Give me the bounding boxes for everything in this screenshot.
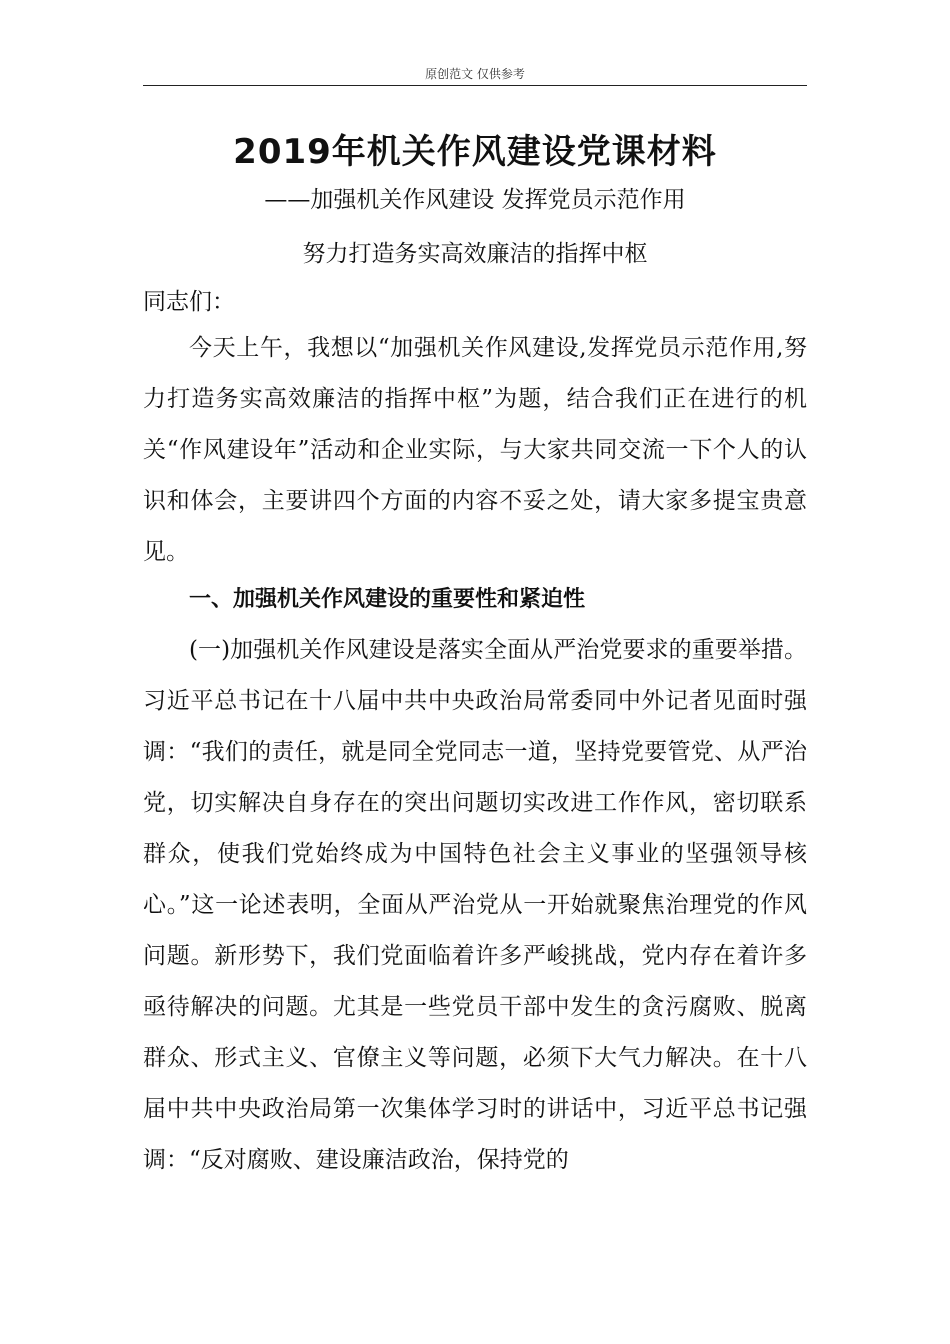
greeting: 同志们： <box>143 289 235 315</box>
header-divider <box>143 85 807 86</box>
document-subtitle-line2: 努力打造务实高效廉洁的指挥中枢 <box>302 241 648 267</box>
paragraph-section1-1: (一)加强机关作风建设是落实全面从严治党要求的重要举措。习近平总书记在十八届中共中央政治局常委同中外记者见面时强调：“我们的责任，就是同全党同志一道，坚持党要管党、从严治党，切实解决自身存在的突出问题切实改进工作作风，密切联系群众，使我们党始终成为中国特色社会主义事业的坚强领导核心。”这一论述表明，全面从严治党从一开始就聚焦治理党的作风问题。新形势下，我们党面临着许多严峻挑战，党内存在着许多亟待解决的问题。尤其是一些党员干部中发生的贪污腐败、脱离群众、形式主义、官僚主义等问题，必须下大气力解决。在十八届中共中央政治局第一次集体学习时的讲话中，习近平总书记强调：“反对腐败、建设廉洁政治，保持党的 <box>143 637 807 1173</box>
section-heading-1: 一、加强机关作风建设的重要性和紧迫性 <box>189 587 586 612</box>
paragraph-intro: 今天上午，我想以“加强机关作风建设,发挥党员示范作用,努力打造务实高效廉洁的指挥中枢”为题，结合我们正在进行的机关“作风建设年”活动和企业实际，与大家共同交流一下个人的认识和体会，主要讲四个方面的内容不妥之处，请大家多提宝贵意见。 <box>143 335 807 565</box>
page-header-text: 原创范文 仅供参考 <box>425 67 525 81</box>
document-subtitle-line1: ——加强机关作风建设 发挥党员示范作用 <box>264 187 686 213</box>
document-title: 2019年机关作风建设党课材料 <box>233 132 717 172</box>
